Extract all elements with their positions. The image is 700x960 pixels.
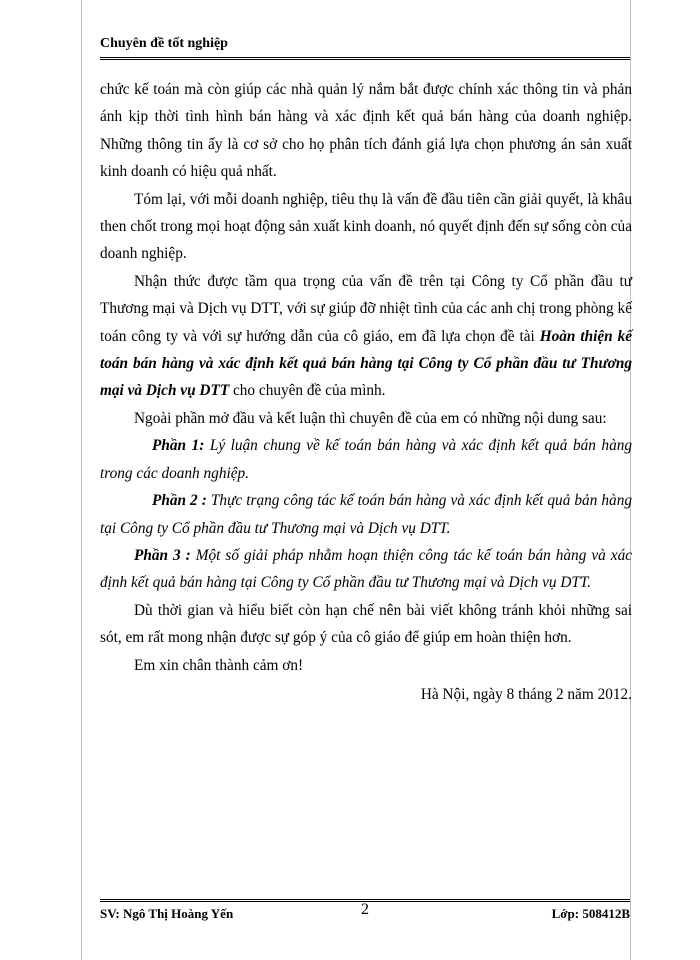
page-header: Chuyên đề tốt nghiệp [100,36,228,51]
page-footer [100,902,630,924]
paragraph-continuation: chức kế toán mà còn giúp các nhà quản lý nắm bắt được chính xác thông tin và phản ánh kịp thời tình hình bán hàng và xác định kết quả bán hàng của doanh nghiệp. Những thông tin ấy là cơ sở cho họ phân tích đánh giá lựa chọn phương án sản xuất kinh doanh có hiệu quả nhất. [100,81,632,181]
paragraph-summary: Tóm lại, với mỗi doanh nghiệp, tiêu thụ là vấn đề đầu tiên cần giải quyết, là khâu then chốt trong mọi hoạt động sản xuất kinh doanh, nó quyết định đến sự sống còn của doanh nghiệp. [100,190,632,263]
topic-outro-text: cho chuyên đề của mình. [229,382,386,400]
part-1-label: Phần 1 [152,437,200,455]
part-1-separator: : [199,437,210,455]
class-code: Lớp: 508412B [551,906,630,921]
date-line: Hà Nội, ngày 8 tháng 2 năm 2012. [420,685,632,703]
paragraph-topic-choice [100,268,632,405]
document-body [100,76,632,708]
header-divider [100,57,630,60]
paragraph-apology: Dù thời gian và hiểu biết còn hạn chế nên bài viết không tránh khỏi những sai sót, em rất mong nhận được sự góp ý của cô giáo để giúp em hoàn thiện hơn. [100,601,632,647]
page-number: 2 [361,901,369,918]
part-2-item [100,487,632,542]
part-2-label: Phần 2 [152,492,198,510]
part-1-item [100,432,632,487]
thesis-title: Hoàn thiện kế toán bán hàng và xác định kết quả bán hàng tại Công ty Cổ phần đầu tư Thương mại và Dịch vụ DTT [100,327,633,400]
student-name: SV: Ngô Thị Hoàng Yến [100,906,234,921]
part-1-description: Lý luận chung về kế toán bán hàng và xác định kết quả bán hàng trong các doanh nghiệp. [100,437,633,482]
paragraph-contents-intro: Ngoài phần mở đầu và kết luận thì chuyên đề của em có những nội dung sau: [134,409,607,427]
part-3-description: Một số giải pháp nhằm hoạn thiện công tác kế toán bán hàng và xác định kết quả bán hàng tại Công ty Cổ phần đầu tư Thương mại và Dịch vụ DTT. [100,546,633,592]
part-2-description: Thực trạng công tác kế toán bán hàng và xác định kết quả bản hàng tại Công ty Cổ phần đầu tư Thương mại và Dịch vụ DTT. [100,492,632,537]
part-3-item [100,542,632,597]
part-3-label: Phần 3 [134,546,181,564]
part-2-separator: : [197,492,211,510]
page-frame-left [81,0,82,960]
part-3-separator: : [180,546,196,564]
paragraph-thanks: Em xin chân thành cảm ơn! [134,656,304,674]
topic-intro-text: Nhận thức được tầm qua trọng của vấn đề trên tại Công ty Cổ phần đầu tư Thương mại và Dịch vụ DTT, với sự giúp đỡ nhiệt tình của các anh chị trong phòng kế toán công ty và với sự hướng dẫn của cô giáo, em đã lựa chọn đề tài [100,272,632,345]
